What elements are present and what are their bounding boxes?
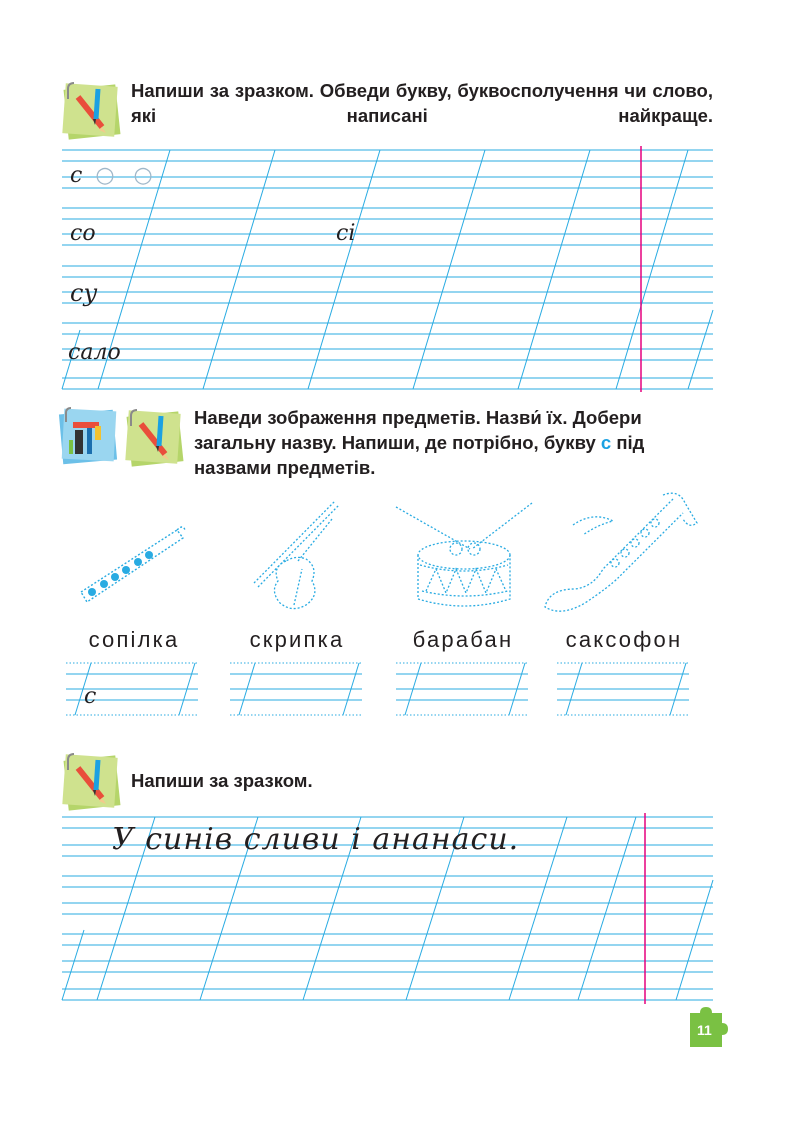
answer-written-letter: с [84, 684, 97, 709]
drum-icon[interactable] [392, 497, 537, 612]
answer-box-4 [557, 663, 689, 715]
task3-instruction: Напиши за зразком. [131, 770, 313, 791]
item-label-sopilka: сопілка [88, 627, 180, 652]
art-tools-icon [57, 404, 121, 466]
violin-icon[interactable] [240, 495, 350, 620]
item-label-saksofon: саксофон [565, 627, 683, 652]
sample-sentence: У синів сливи і ананаси. [112, 822, 520, 857]
pencil-on-note-icon [121, 404, 187, 470]
sample-cy: су [70, 279, 98, 307]
task1-instruction: Напиши за зразком. Обведи букву, буквосполучення чи слово, які написані найкраще. [131, 80, 713, 126]
task2-instruction: Наведи зображення предметів. Назви́ їх. Добери загальну назву. Напиши, де потрібно, букву с під назвами предметів. [194, 407, 645, 478]
sample-c: с ○ ○ [70, 163, 159, 188]
page-number: 11 [697, 1022, 712, 1038]
sample-ci: сі [336, 221, 356, 246]
highlighted-letter: с [600, 432, 612, 453]
answer-boxes[interactable] [0, 660, 800, 730]
page-number-badge [686, 1007, 732, 1051]
saxophone-icon[interactable] [543, 485, 703, 620]
item-label-skrypka: скрипка [249, 627, 345, 652]
answer-box-2 [230, 663, 362, 715]
sample-salo: сало [68, 340, 121, 365]
answer-box-3 [396, 663, 528, 715]
sample-co: со [70, 221, 96, 246]
item-label-baraban: барабан [412, 627, 514, 652]
flute-icon[interactable] [75, 520, 190, 610]
